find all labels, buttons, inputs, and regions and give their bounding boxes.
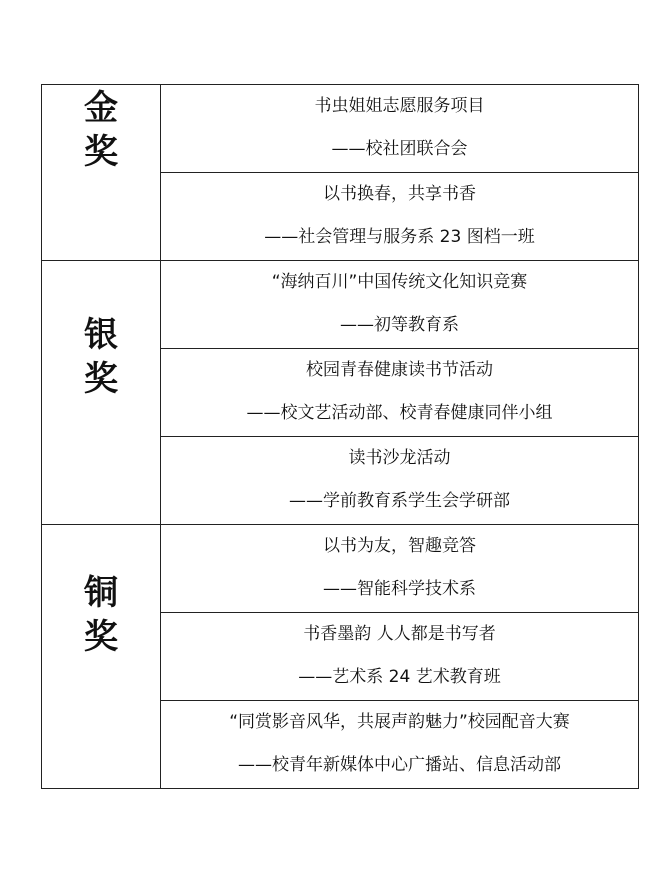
tier-cell-gold (42, 85, 161, 261)
awards-table (41, 84, 639, 789)
entry-title: “同赏影音风华，共展声韵魅力”校园配音大赛 (229, 712, 570, 732)
entry-cell (161, 613, 639, 701)
entry-cell (161, 525, 639, 613)
entry-organizer: ——艺术系 24 艺术教育班 (298, 667, 501, 687)
entry-organizer: ——初等教育系 (340, 315, 459, 335)
entry-cell (161, 261, 639, 349)
entry-title: 读书沙龙活动 (348, 448, 451, 468)
table-row (42, 261, 639, 349)
entry-organizer: ——学前教育系学生会学研部 (289, 491, 510, 511)
tier-label-silver: 银 奖 (84, 315, 118, 399)
entry-cell (161, 701, 639, 789)
tier-label-gold: 金 奖 (84, 88, 118, 172)
tier-cell-bronze (42, 525, 161, 789)
entry-title: 以书换春，共享书香 (323, 184, 476, 204)
tier-label-bronze: 铜 奖 (84, 573, 118, 657)
entry-organizer: ——校青年新媒体中心广播站、信息活动部 (238, 755, 561, 775)
entry-organizer: ——校社团联合会 (331, 139, 468, 159)
entry-title: 书虫姐姐志愿服务项目 (314, 96, 485, 116)
entry-organizer: ——校文艺活动部、校青春健康同伴小组 (246, 403, 553, 423)
entry-cell (161, 437, 639, 525)
table-row (42, 525, 639, 613)
entry-cell (161, 173, 639, 261)
entry-cell (161, 349, 639, 437)
entry-title: 以书为友，智趣竞答 (323, 536, 476, 556)
table-row (42, 85, 639, 173)
entry-cell (161, 85, 639, 173)
entry-organizer: ——智能科学技术系 (323, 579, 476, 599)
tier-cell-silver (42, 261, 161, 525)
entry-organizer: ——社会管理与服务系 23 图档一班 (264, 227, 535, 247)
entry-title: “海纳百川”中国传统文化知识竞赛 (271, 272, 528, 292)
entry-title: 校园青春健康读书节活动 (306, 360, 493, 380)
entry-title: 书香墨韵 人人都是书写者 (303, 624, 496, 644)
